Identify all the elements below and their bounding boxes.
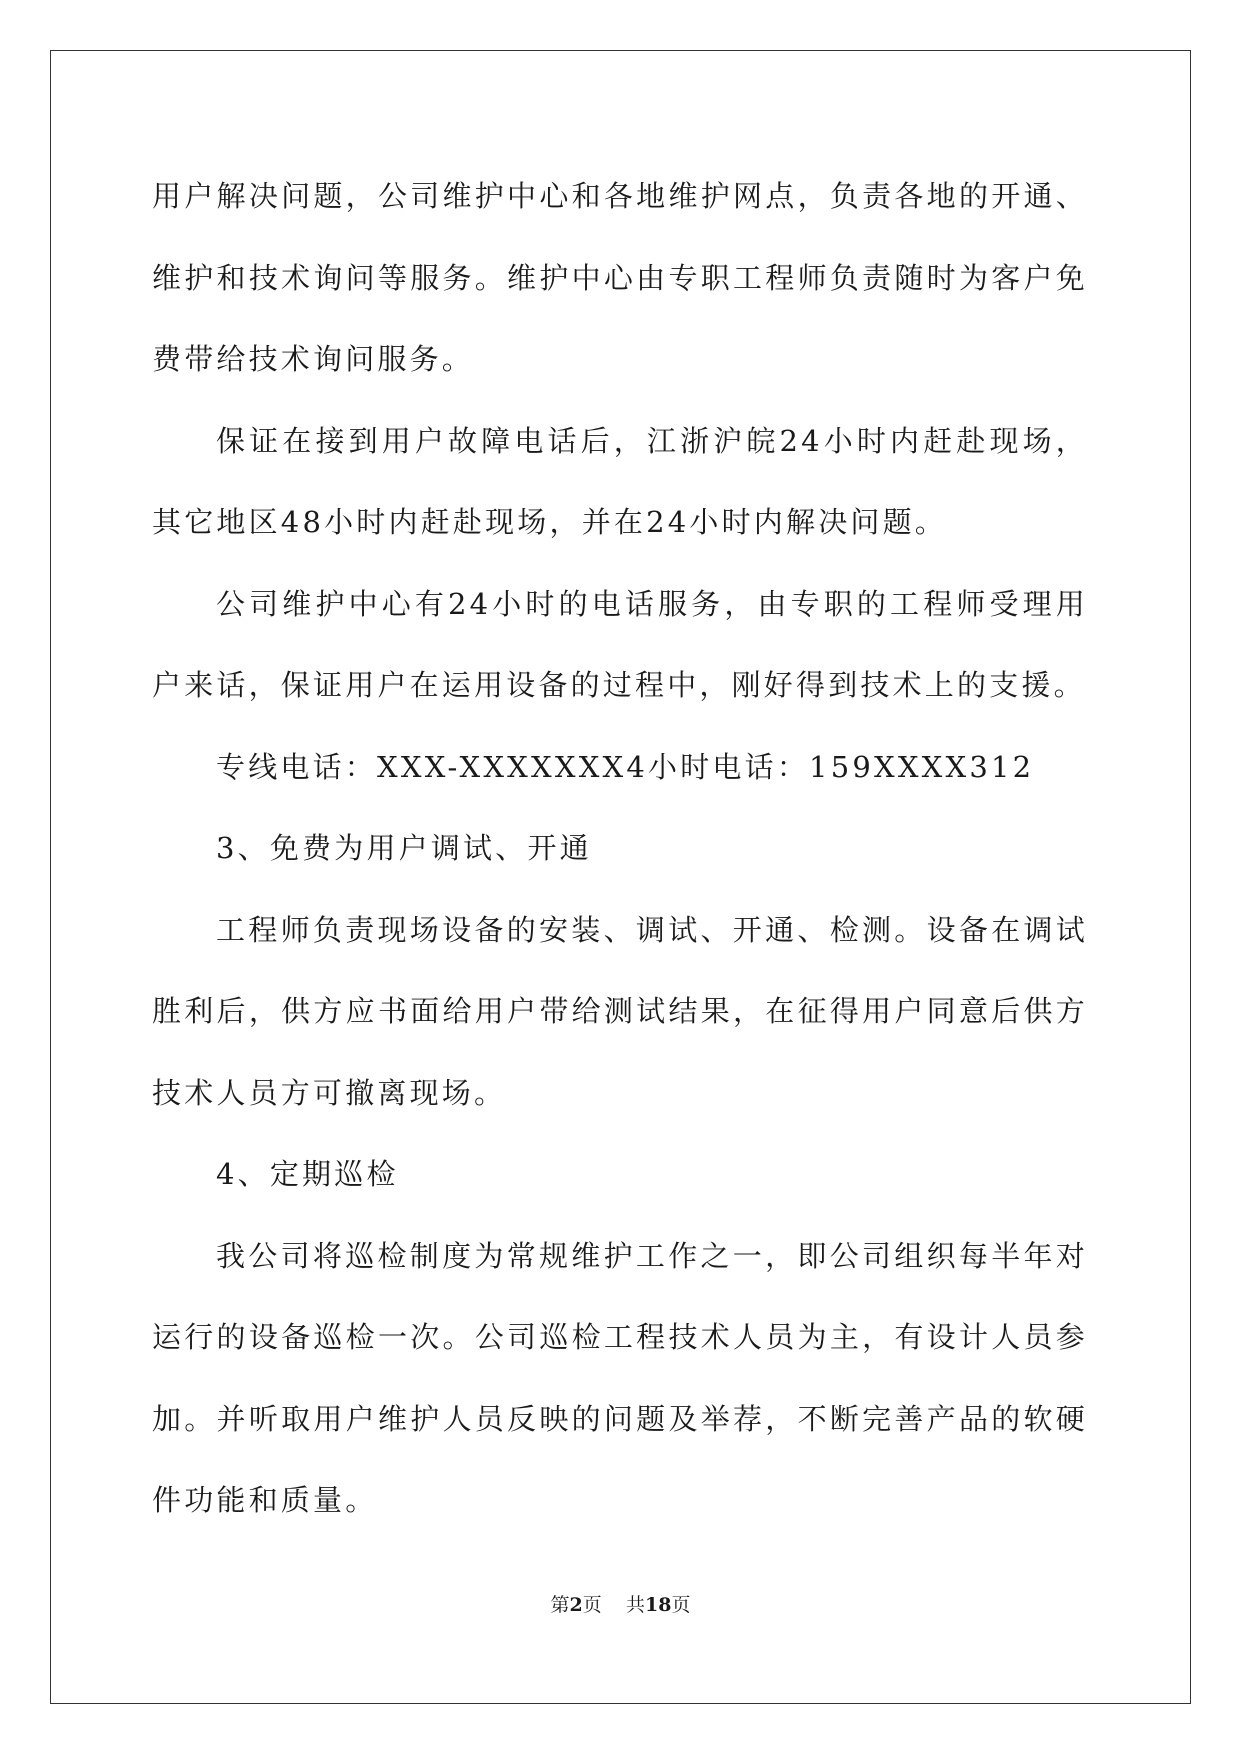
document-body (152, 156, 1088, 1542)
footer-total-suffix: 页 (671, 1594, 691, 1616)
paragraph-6: 工程师负责现场设备的安装、调试、开通、检测。设备在调试胜利后，供方应书面给用户带给测试结果，在征得用户同意后供方技术人员方可撤离现场。 (152, 912, 1088, 1110)
current-page-number: 2 (569, 1594, 583, 1616)
paragraph-2: 保证在接到用户故障电话后，江浙沪皖24小时内赶赴现场，其它地区48小时内赶赴现场，并在24小时内解决问题。 (152, 423, 1088, 539)
paragraph-4: 专线电话：XXX-XXXXXXX4小时电话：159XXXX312 (216, 749, 1035, 784)
section-heading-4: 4、定期巡检 (216, 1157, 399, 1191)
paragraph-3: 公司维护中心有24小时的电话服务，由专职的工程师受理用户来话，保证用户在运用设备的过程中，刚好得到技术上的支援。 (152, 586, 1088, 702)
page-footer (0, 1590, 1241, 1617)
paragraph-8: 我公司将巡检制度为常规维护工作之一，即公司组织每半年对运行的设备巡检一次。公司巡检工程技术人员为主，有设计人员参加。并听取用户维护人员反映的问题及举荐，不断完善产品的软硬件功能和质量。 (152, 1238, 1088, 1517)
footer-total-prefix: 共 (625, 1594, 645, 1616)
total-pages-number: 18 (644, 1594, 672, 1616)
footer-page-suffix: 页 (582, 1594, 602, 1616)
paragraph-1: 用户解决问题，公司维护中心和各地维护网点，负责各地的开通、维护和技术询问等服务。维护中心由专职工程师负责随时为客户免费带给技术询问服务。 (152, 179, 1088, 376)
section-heading-3: 3、免费为用户调试、开通 (216, 831, 592, 865)
footer-prefix: 第 (550, 1594, 570, 1616)
